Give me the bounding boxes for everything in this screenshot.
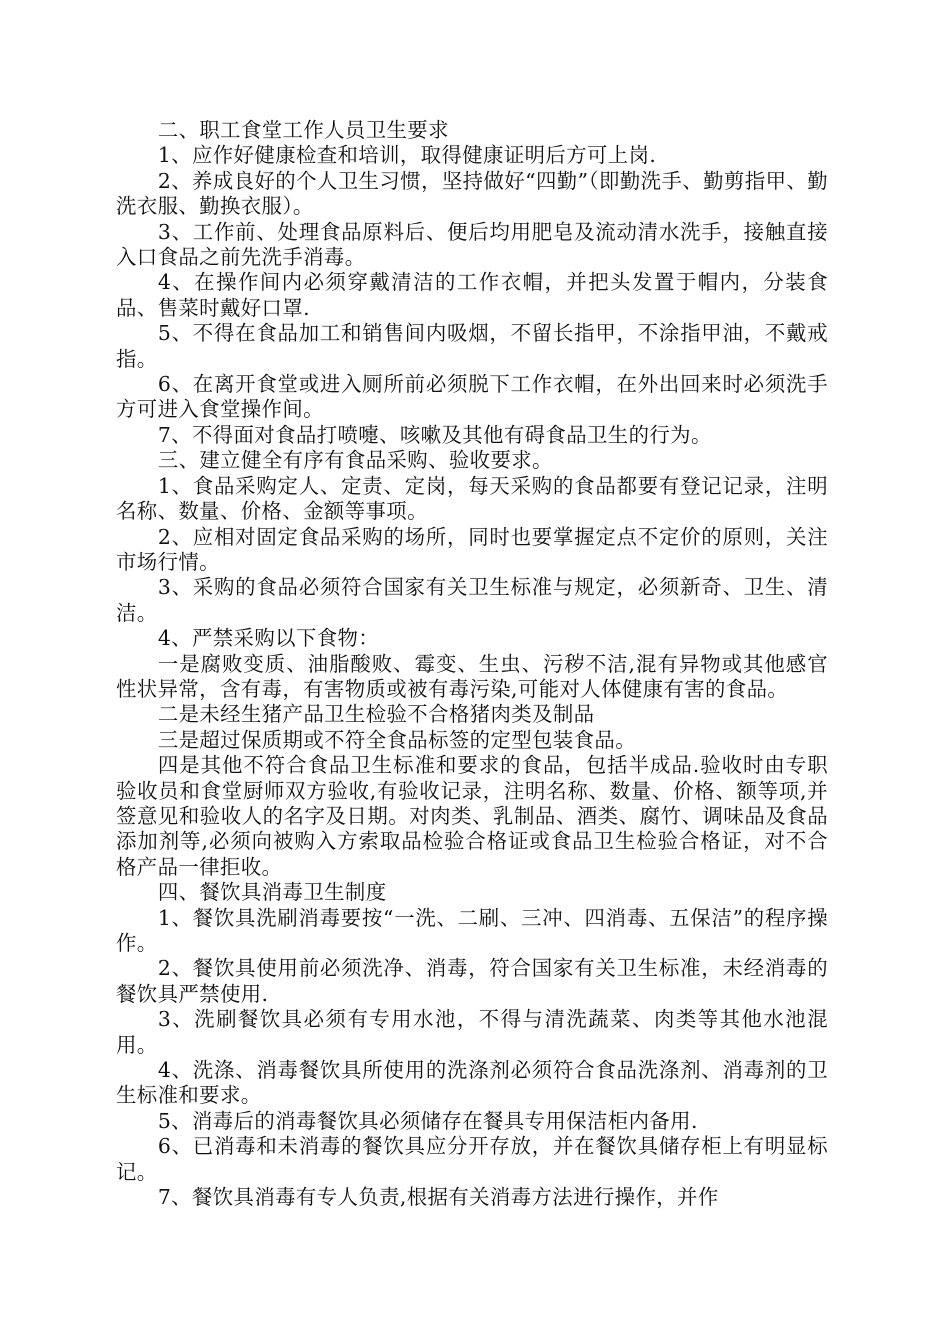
paragraph: 1、餐饮具洗刷消毒要按“一洗、二刷、三冲、四消毒、五保洁”的程序操作。 [116,905,828,955]
paragraph: 4、在操作间内必须穿戴清洁的工作衣帽，并把头发置于帽内，分装食品、售菜时戴好口罩. [116,270,828,320]
paragraph: 5、消毒后的消毒餐饮具必须储存在餐具专用保洁柜内备用. [157,1108,698,1133]
paragraph: 1、应作好健康检查和培训，取得健康证明后方可上岗. [157,143,657,168]
paragraph: 2、养成良好的个人卫生习惯，坚持做好“四勤”（即勤洗手、勤剪指甲、勤洗衣服、勤换衣服）。 [116,168,828,219]
paragraph: 3、工作前、处理食品原料后、便后均用肥皂及流动清水洗手，接触直接入口食品之前先洗手消毒。 [116,219,828,270]
section-heading: 三、建立健全有序有食品采购、验收要求。 [157,448,553,473]
paragraph: 7、不得面对食品打喷嚏、咳嗽及其他有碍食品卫生的行为。 [157,422,712,447]
paragraph: 6、在离开食堂或进入厕所前必须脱下工作衣帽，在外出回来时必须洗手方可进入食堂操作间。 [116,372,828,422]
paragraph: 四是其他不符合食品卫生标准和要求的食品，包括半成品.验收时由专职验收员和食堂厨师双方验收,有验收记录，注明名称、数量、价格、额等项,并签意见和验收人的名字及日期。对肉类、乳制品、酒类、腐竹、调味品及食品添加剂等,必须向被购入方索取品检验合格证或食品卫生检验合格证，对不合格产品一律拒收。 [116,753,828,879]
paragraph: 三是超过保质期或不符全食品标签的定型包装食品。 [157,727,636,752]
paragraph: 2、应相对固定食品采购的场所，同时也要掌握定点不定价的原则，关注市场行情。 [116,524,828,574]
paragraph: 3、采购的食品必须符合国家有关卫生标准与规定，必须新奇、卫生、清洁。 [116,575,828,625]
paragraph: 2、餐饮具使用前必须洗净、消毒，符合国家有关卫生标准，未经消毒的餐饮具严禁使用. [116,956,828,1006]
document-body [116,118,828,1210]
paragraph: 3、洗刷餐饮具必须有专用水池，不得与清洗蔬菜、肉类等其他水池混用。 [116,1007,828,1057]
section-heading: 四、餐饮具消毒卫生制度 [157,880,387,905]
paragraph: 一是腐败变质、油脂酸败、霉变、生虫、污秽不洁,混有异物或其他感官性状异常，含有毒，有害物质或被有毒污染,可能对人体健康有害的食品。 [116,651,828,701]
paragraph: 1、食品采购定人、定责、定岗，每天采购的食品都要有登记记录，注明名称、数量、价格、金额等事项。 [116,473,828,524]
paragraph: 4、洗涤、消毒餐饮具所使用的洗涤剂必须符合食品洗涤剂、消毒剂的卫生标准和要求。 [116,1058,828,1108]
paragraph: 7、餐饮具消毒有专人负责,根据有关消毒方法进行操作，并作 [157,1185,719,1210]
section-heading: 二、职工食堂工作人员卫生要求 [157,118,449,142]
paragraph: 6、已消毒和未消毒的餐饮具应分开存放，并在餐饮具储存柜上有明显标记。 [116,1134,828,1184]
paragraph: 二是未经生猪产品卫生检验不合格猪肉类及制品 [157,702,595,727]
paragraph: 4、严禁采购以下食物： [157,626,380,651]
paragraph: 5、不得在食品加工和销售间内吸烟，不留长指甲，不涂指甲油，不戴戒指。 [116,321,828,371]
